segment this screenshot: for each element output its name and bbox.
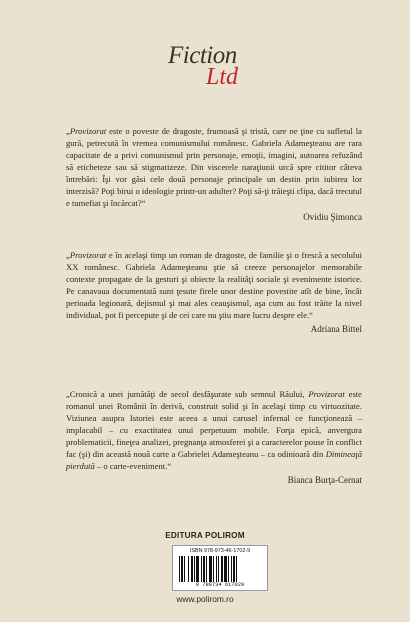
barcode-bars: [179, 556, 261, 582]
isbn-number: ISBN 978-973-46-1702-9: [189, 548, 251, 554]
review-author: Ovidiu Şimonca: [303, 212, 362, 222]
fiction-ltd-logo: [168, 42, 258, 98]
review-quote-2: [66, 249, 362, 335]
review-quote-text: „Provizorat este o poveste de dragoste, frumoasă şi tristă, care ne ţine cu sufletul la gură, petrecută în vremea comunismului românesc. Gabriela Adameşteanu are rara capacitate de a privi comunismul prin personaje, emoţii, imagini, autoarea refuzând să eticheteze sau să stigmatizeze. Din viscerele naraţiunii urcă spre cititor câteva întrebări: Îşi vor găsi cele două personaje principale un destin prin iubirea lor interzisă? Poţi birui o ideologie printr-un adulter? Poţi să-ţi trăieşti clipa, dacă trecutul e tumefiat şi încărcat?“: [66, 126, 362, 208]
barcode: [172, 545, 268, 591]
logo-word-fiction: Fiction: [168, 42, 237, 69]
review-quote-3: [66, 388, 362, 486]
barcode-digits: 9 789734 617029: [195, 582, 245, 588]
logo-word-ltd: Ltd: [206, 64, 239, 90]
review-quote-text: „Provizorat e în acelaşi timp un roman de dragoste, de familie şi o frescă a secolului XX românesc. Gabriela Adameşteanu ştie să creeze personajelor memorabile contexte propagate de la gesturi şi obiecte la realităţi sociale şi evenimente istorice. Pe canavaua documentată sunt ţesute firele unor destine povestite atît de bine, încât perioada legionară, dejismul şi mai ales ceauşismul, aşa cum au fost trăite la nivel individual, pot fi percepute şi de cei care nu ştiu mare lucru despre ele.“: [66, 250, 362, 320]
review-quote-1: [66, 125, 362, 223]
website-url: www.polirom.ro: [176, 594, 234, 604]
publisher-name: EDITURA POLIROM: [165, 531, 245, 540]
review-author: Adriana Bittel: [310, 324, 362, 334]
review-author: Bianca Burţa-Cernat: [287, 475, 362, 485]
review-quote-text: „Cronică a unei jumătăţi de secol desfăşurate sub semnul Răului, Provizorat este romanul unei Românii în derivă, construit solid şi în acelaşi timp cu virtuozitate. Viziunea asupra Istoriei este aceea a unui carusel infernal ce funcţionează – implacabil – cu exactitatea unui perpetuum mobile. Forţa epică, anvergura problematicii, fineţea analizei, pregnanţa atmosferei şi a caracterelor pouse în conflict fac (şi) din această nouă carte a Gabrielei Adameşteanu – ca odinioară din Dimineaţă pierdută – o carte-eveniment.“: [66, 389, 362, 471]
